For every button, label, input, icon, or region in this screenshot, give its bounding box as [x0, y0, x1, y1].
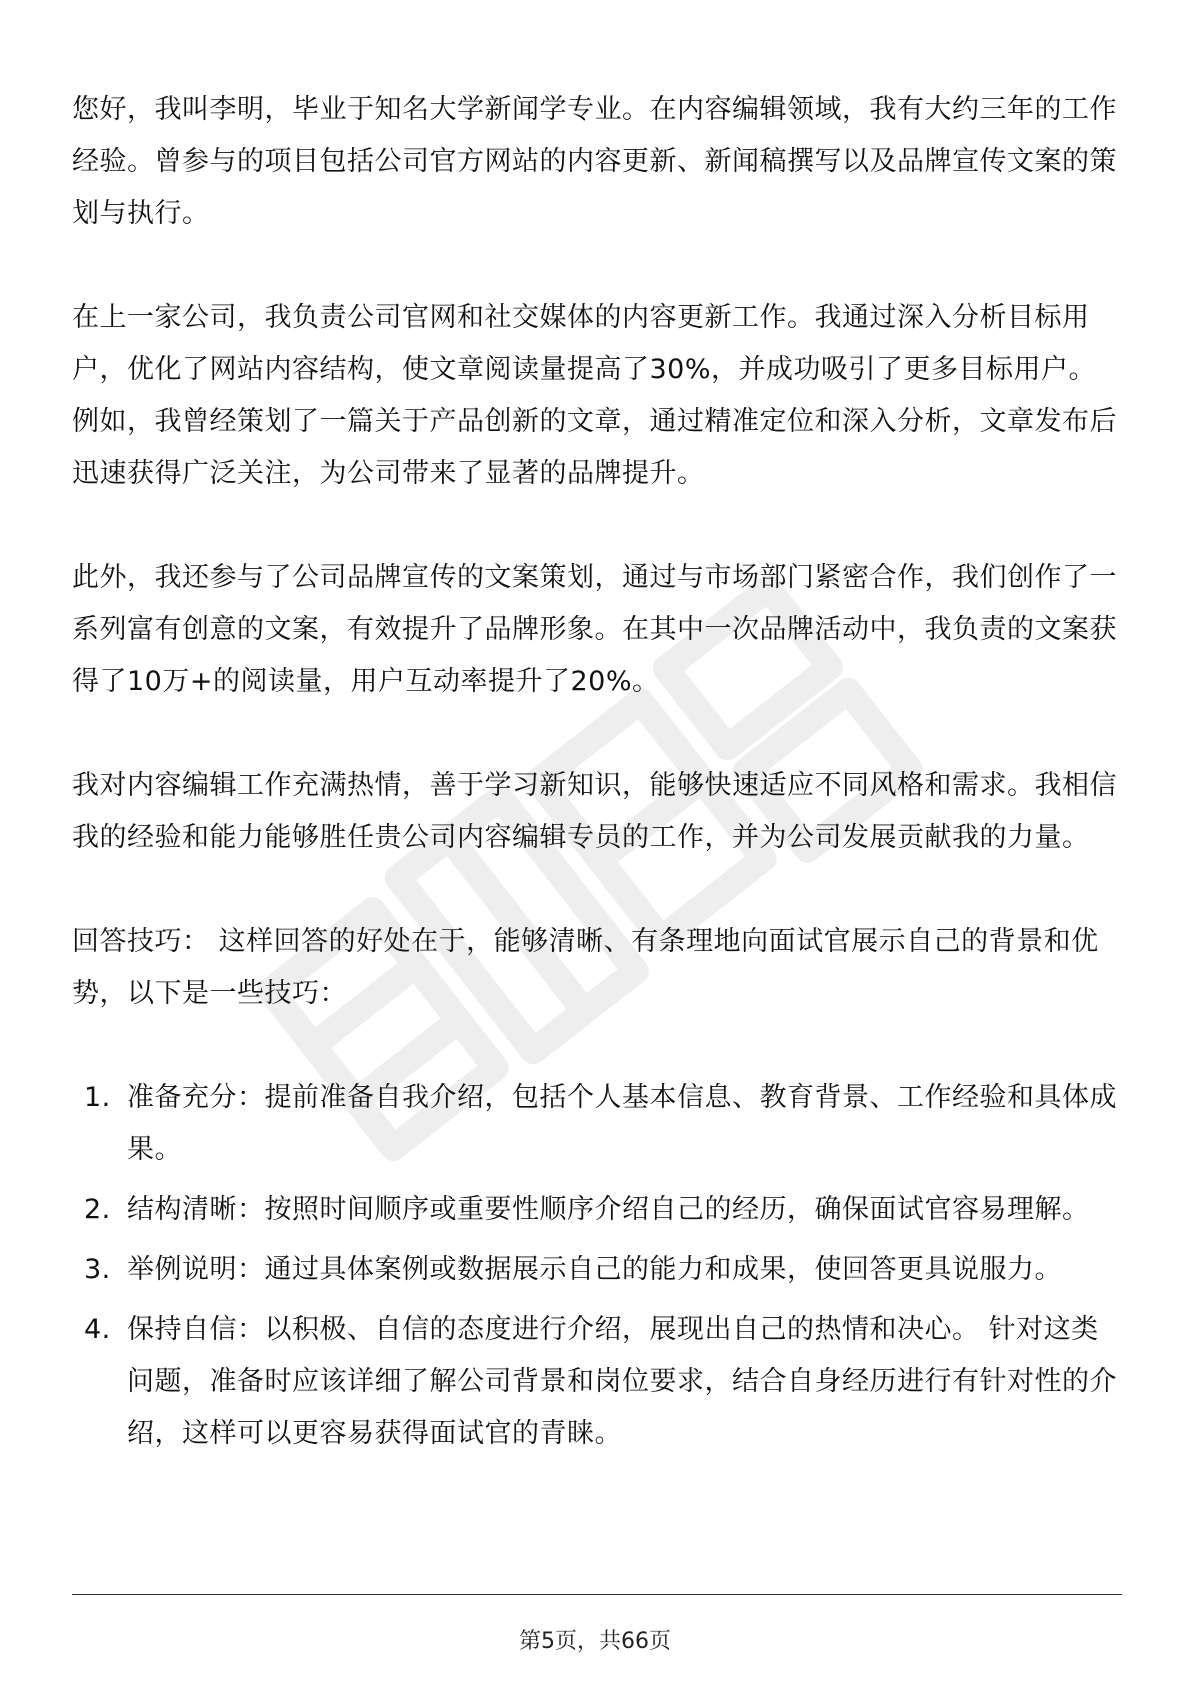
paragraph-branding: 此外，我还参与了公司品牌宣传的文案策划，通过与市场部门紧密合作，我们创作了一系列富有创意的文案，有效提升了品牌形象。在其中一次品牌活动中，我负责的文案获得了10万+的阅读量，用户互动率提升了20%。 — [72, 562, 1117, 697]
list-item — [72, 1072, 1122, 1176]
paragraph-intro: 您好，我叫李明，毕业于知名大学新闻学专业。在内容编辑领域，我有大约三年的工作经验。曾参与的项目包括公司官方网站的内容更新、新闻稿撰写以及品牌宣传文案的策划与执行。 — [72, 94, 1117, 229]
list-item-text: 结构清晰：按照时间顺序或重要性顺序介绍自己的经历，确保面试官容易理解。 — [127, 1194, 1090, 1225]
tips-intro: 回答技巧： 这样回答的好处在于，能够清晰、有条理地向面试官展示自己的背景和优势，以下是一些技巧： — [72, 926, 1099, 1009]
list-item — [72, 1184, 1122, 1236]
list-item-text: 保持自信：以积极、自信的态度进行介绍，展现出自己的热情和决心。 针对这类问题，准备时应该详细了解公司背景和岗位要求，结合自身经历进行有针对性的介绍，这样可以更容易获得面试官的青睐。 — [127, 1314, 1117, 1449]
list-number: 3. — [84, 1254, 111, 1285]
list-number: 4. — [84, 1314, 111, 1345]
paragraph-experience: 在上一家公司，我负责公司官网和社交媒体的内容更新工作。我通过深入分析目标用户，优化了网站内容结构，使文章阅读量提高了30%，并成功吸引了更多目标用户。例如，我曾经策划了一篇关于产品创新的文章，通过精准定位和深入分析，文章发布后迅速获得广泛关注，为公司带来了显著的品牌提升。 — [72, 302, 1117, 489]
list-item — [72, 1244, 1122, 1296]
list-item-text: 举例说明：通过具体案例或数据展示自己的能力和成果，使回答更具说服力。 — [127, 1254, 1062, 1285]
tips-list — [72, 1072, 1122, 1460]
footer-divider — [72, 1594, 1122, 1595]
list-number: 1. — [84, 1082, 111, 1113]
list-item — [72, 1304, 1122, 1460]
page-number: 第5页，共66页 — [519, 1629, 671, 1654]
main-content — [72, 84, 1122, 1468]
paragraph-closing: 我对内容编辑工作充满热情，善于学习新知识，能够快速适应不同风格和需求。我相信我的经验和能力能够胜任贵公司内容编辑专员的工作，并为公司发展贡献我的力量。 — [72, 770, 1117, 853]
list-item-text: 准备充分：提前准备自我介绍，包括个人基本信息、教育背景、工作经验和具体成果。 — [127, 1082, 1117, 1165]
list-number: 2. — [84, 1194, 111, 1225]
